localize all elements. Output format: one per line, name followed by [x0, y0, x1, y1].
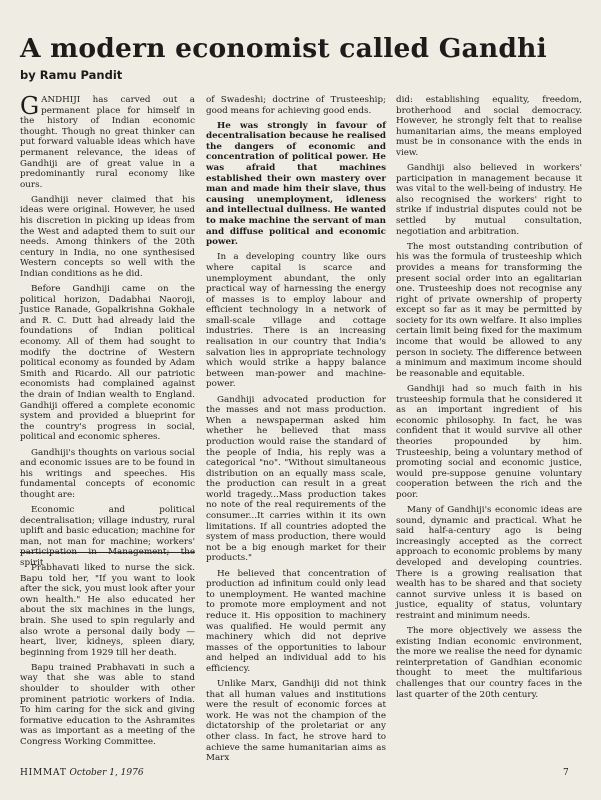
paragraph: The more objectively we assess the existing Indian economic environment, the more we realise the need for dynamic reinterpretation of Gandhian economic thought to meet the multifarious challenges that our country faces in the last quarter of the 20th century. — [396, 626, 582, 700]
paragraph: Before Gandhiji came on the political horizon, Dadabhai Naoroji, Justice Ranade, Gopalkrishna Gokhale and R. C. Dutt had already laid the foundations of Indian political economy. All of them had sought to modify the doctrine of Western political economy as founded by Adam Smith and Ricardo. All our patriotic economists had complained against the drain of Indian wealth to England. Gandhiji offered a complete economic system and provided a blueprint for the country's progress in social, political and economic spheres. — [20, 284, 195, 443]
article-headline: A modern economist called Gandhi — [20, 33, 547, 64]
paragraph: In a developing country like ours where capital is scarce and unemployment abundant, the only practical way of harnessing the energy of masses is to employ labour and efficient technology in a network of small-scale village and cottage industries. There is an increasing realisation in our country that India's salvation lies in appropriate technology which would strike a happy balance between man-power and machine-power. — [206, 252, 386, 390]
paragraph: Economic and political decentralisation; village industry, rural uplift and basic education; machine for man, not man for machine; workers' participation in Management; the spirit — [20, 504, 195, 568]
paragraph: Gandhiji's thoughts on various social and economic issues are to be found in his writings and speeches. His fundamental concepts of economic thought are: — [20, 447, 195, 500]
paragraph: Gandhiji never claimed that his ideas were original. However, he used his discretion in picking up ideas from the West and adapted them to suit our needs. Among thinkers of the 20th century in India, no one synthesised Western concepts so well with the Indian conditions as he did. — [20, 194, 195, 279]
paragraph: Prabhavati liked to nurse the sick. Bapu told her, "If you want to look after the sick, you must look after your own health." He also educated her about the six machines in the lungs, brain. She used to spin regularly and also wrote a personal daily body — heart, liver, kidneys, spleen diary, beginning from 1929 till her death. — [20, 563, 195, 658]
paragraph: did: establishing equality, freedom, brotherhood and social democracy. However, he strongly felt that to realise humanitarian aims, the means employed must be in consonance with the ends in view. — [396, 95, 582, 158]
drop-cap: G — [20, 92, 40, 120]
paragraph: Gandhiji had so much faith in his trusteeship formula that he considered it as an important ingredient of his economic philosophy. In fact, he was confident that it would survive all other theories propounded by him. Trusteeship, being a voluntary method of promoting social and economic justice, would pre-suppose genuine voluntary cooperation between the rich and the poor. — [396, 383, 582, 500]
column-1 — [20, 92, 195, 573]
column-2 — [206, 95, 386, 768]
paragraph — [20, 92, 195, 190]
paragraph: Gandhiji also believed in workers' participation in management because it was vital to the well-being of industry. He also recognised the workers' right to strike if industrial disputes could not be settled by mutual consultation, negotiation and arbitration. — [396, 163, 582, 237]
paragraph: The most outstanding contribution of his was the formula of trusteeship which provides a means for transforming the present social order into an egalitarian one. Trusteeship does not recognise any right of private ownership of property except so far as it may be permitted by society for its own welfare. It also implies certain limit being fixed for the maximum income that would be allowed to any person in society. The difference between a minimum and maximum income should be reasonable and equitable. — [396, 241, 582, 379]
paragraph: Gandhiji advocated production for the masses and not mass production. When a newspaperman asked him whether he believed that mass production would raise the standard of the people of India, his reply was a categorical "no". "Without simultaneous distribution on an equally mass scale, the production can result in a great world tragedy...Mass production takes no note of the real requirements of the consumer...It carries within it its own limitations. If all countries adopted the system of mass production, there would not be a big enough market for their products." — [206, 394, 386, 564]
paragraph: Unlike Marx, Gandhiji did not think that all human values and institutions were the result of economic forces at work. He was not the champion of the dictatorship of the proletariat or any other class. In fact, he strove hard to achieve the same humanitarian aims as Marx — [206, 678, 386, 764]
paragraph: Bapu trained Prabhavati in such a way that she was able to stand shoulder to shoulder with other prominent patriotic workers of India. To him caring for the sick and giving formative education to the Ashramites was as important as a meeting of the Congress Working Committee. — [20, 662, 195, 747]
article-byline: by Ramu Pandit — [20, 68, 123, 82]
issue-date: October 1, 1976 — [69, 768, 144, 778]
paragraph: of Swadeshi; doctrine of Trusteeship; good means for achieving good ends. — [206, 95, 386, 116]
column-3 — [396, 95, 582, 705]
magazine-name: HIMMAT — [20, 768, 67, 778]
paragraph: Many of Gandhiji's economic ideas are sound, dynamic and practical. What he said half-a-century ago is being increasingly accepted as the correct approach to economic problems by many developed and developing countries. There is a growing realisation that wealth has to be shared and that society cannot survive unless it is based on justice, equality of status, voluntary restraint and minimum needs. — [396, 504, 582, 621]
paragraph-text: ANDHIJI has carved out a permanent place for himself in the history of Indian economic thought. Though no great thinker can put forward valuable ideas which have permanent relevance, the ideas of Gandhiji are of great value in a predominantly rural economy like ours. — [20, 95, 195, 190]
page-footer — [20, 768, 144, 778]
pull-quote-paragraph: He was strongly in favour of decentralisation because he realised the dangers of economic and concentration of political power. He was afraid that machines established their own mastery over man and made him their slave, thus causing unemployment, idleness and intellectual dullness. He wanted to make machine the servant of man and diffuse political and economic power. — [206, 120, 386, 248]
paragraph: He believed that concentration of production ad infinitum could only lead to unemployment. He wanted machine to promote more employment and not reduce it. His opposition to machinery was qualified. He would permit any machinery which did not deprive masses of the opportunities to labour and helped an individual add to his efficiency. — [206, 568, 386, 674]
column-1-continuation — [20, 563, 195, 752]
page-number: 7 — [563, 768, 569, 778]
column-divider-rule — [20, 552, 195, 553]
